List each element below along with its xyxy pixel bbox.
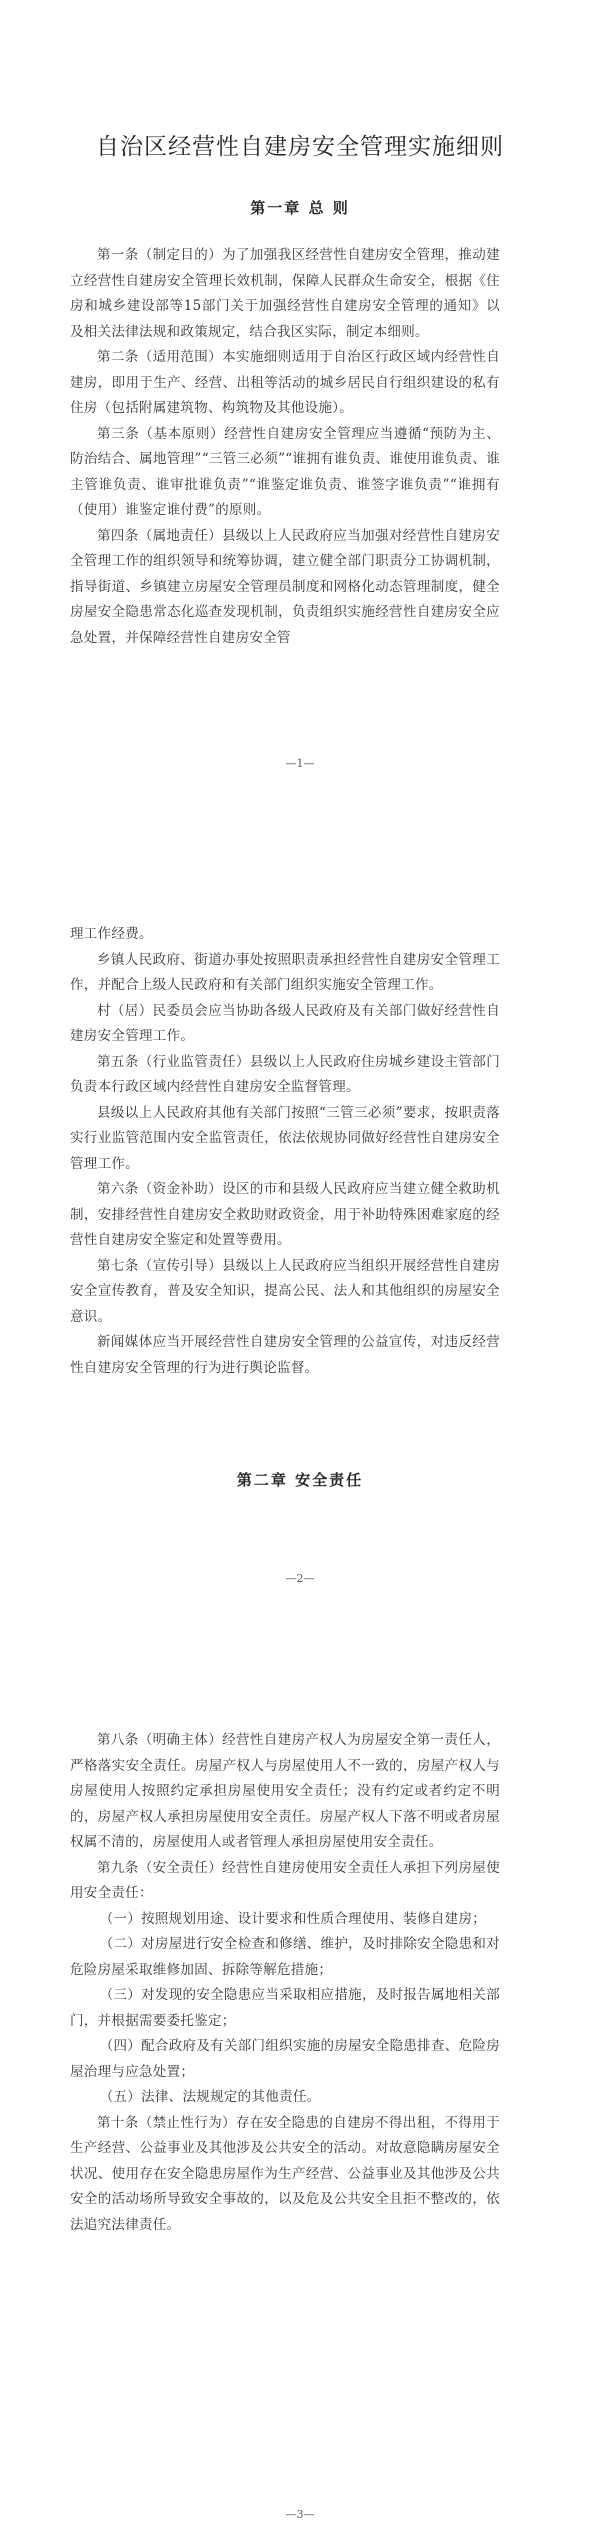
article-10-paragraph: 第十条（禁止性行为）存在安全隐患的自建房不得出租，不得用于生产经营、公益事业及其他涉及公共安全的活动。对故意隐瞒房屋安全状况、使用存在安全隐患房屋作为生产经营、公益事业及其他涉及公共安全的活动场所导致安全事故的，以及危及公共安全且拒不整改的，依法追究法律责任。 xyxy=(70,2114,500,2233)
article-4-township-paragraph: 乡镇人民政府、街道办事处按照职责承担经营性自建房安全管理工作，并配合上级人民政府和有关部门组织实施安全管理工作。 xyxy=(70,951,500,993)
article-4-continuation: 理工作经费。 xyxy=(70,926,153,942)
article-7-media-paragraph: 新闻媒体应当开展经营性自建房安全管理的公益宣传，对违反经营性自建房安全管理的行为进行舆论监督。 xyxy=(70,1334,500,1376)
article-9-paragraph: 第九条（安全责任）经营性自建房使用安全责任人承担下列房屋使用安全责任： xyxy=(70,1859,500,1901)
document-page-3 xyxy=(0,1650,600,2546)
document-page-2 xyxy=(0,820,600,1650)
chapter-1-title: 第一章 总 则 xyxy=(250,199,350,217)
page-number: —1— xyxy=(285,757,315,770)
page-number: —2— xyxy=(285,1572,315,1585)
page-1-body xyxy=(70,243,500,651)
article-5-paragraph: 第五条（行业监管责任）县级以上人民政府住房城乡建设主管部门负责本行政区域内经营性自建房安全监督管理。 xyxy=(70,1053,500,1095)
article-4-committee-paragraph: 村（居）民委员会应当协助各级人民政府及有关部门做好经营性自建房安全管理工作。 xyxy=(70,1002,500,1044)
article-7-paragraph: 第七条（宣传引导）县级以上人民政府应当组织开展经营性自建房安全宣传教育，普及安全知识，提高公民、法人和其他组织的房屋安全意识。 xyxy=(70,1257,500,1325)
page-2-body xyxy=(70,922,500,1381)
article-1-paragraph: 第一条（制定目的）为了加强我区经营性自建房安全管理，推动建立经营性自建房安全管理长效机制，保障人民群众生命安全，根据《住房和城乡建设部等15部门关于加强经营性自建房安全管理的通知》以及相关法律法规和政策规定，结合我区实际，制定本细则。 xyxy=(70,247,500,340)
document-page-1 xyxy=(0,0,600,820)
page-number: —3— xyxy=(285,2508,315,2521)
article-4-paragraph: 第四条（属地责任）县级以上人民政府应当加强对经营性自建房安全管理工作的组织领导和统筹协调，建立健全部门职责分工协调机制，指导街道、乡镇建立房屋安全管理员制度和网格化动态管理制度，健全房屋安全隐患常态化巡查发现机制，负责组织实施经营性自建房安全应急处置，并保障经营性自建房安全管 xyxy=(70,527,500,646)
article-9-item-3: （三）对发现的安全隐患应当采取相应措施，及时报告属地相关部门，并根据需要委托鉴定； xyxy=(70,1987,500,2029)
article-2-paragraph: 第二条（适用范围）本实施细则适用于自治区行政区域内经营性自建房，即用于生产、经营、出租等活动的城乡居民自行组织建设的私有住房（包括附属建筑物、构筑物及其他设施）。 xyxy=(70,349,500,416)
article-9-item-5: （五）法律、法规规定的其他责任。 xyxy=(99,2089,321,2105)
article-3-paragraph: 第三条（基本原则）经营性自建房安全管理应当遵循“预防为主、防治结合、属地管理”“三管三必须”“谁拥有谁负责、谁使用谁负责、谁主管谁负责、谁审批谁负责”“谁鉴定谁负责、谁签字谁负责”“谁拥有（使用）谁鉴定谁付费”的原则。 xyxy=(70,425,500,518)
page-3-body xyxy=(70,1728,500,2238)
article-5-other-depts-paragraph: 县级以上人民政府其他有关部门按照“三管三必须”要求，按职责落实行业监管范围内安全监管责任，依法依规协同做好经营性自建房安全管理工作。 xyxy=(70,1104,500,1172)
article-6-paragraph: 第六条（资金补助）设区的市和县级人民政府应当建立健全救助机制，安排经营性自建房安全救助财政资金，用于补助特殊困难家庭的经营性自建房安全鉴定和处置等费用。 xyxy=(70,1181,500,1248)
article-8-paragraph: 第八条（明确主体）经营性自建房产权人为房屋安全第一责任人，严格落实安全责任。房屋产权人与房屋使用人不一致的，房屋产权人与房屋使用人按照约定承担房屋使用安全责任；没有约定或者约定不明的，房屋产权人承担房屋使用安全责任。房屋产权人下落不明或者房屋权属不清的，房屋使用人或者管理人承担房屋使用安全责任。 xyxy=(70,1732,500,1850)
article-9-item-2: （二）对房屋进行安全检查和修缮、维护，及时排除安全隐患和对危险房屋采取维修加固、拆除等解危措施； xyxy=(70,1936,500,1978)
article-9-item-4: （四）配合政府及有关部门组织实施的房屋安全隐患排查、危险房屋治理与应急处置； xyxy=(70,2038,500,2080)
chapter-2-title: 第二章 安全责任 xyxy=(236,1471,364,1489)
document-title: 自治区经营性自建房安全管理实施细则 xyxy=(96,134,504,160)
article-9-item-1: （一）按照规划用途、设计要求和性质合理使用、装修自建房； xyxy=(99,1910,487,1927)
